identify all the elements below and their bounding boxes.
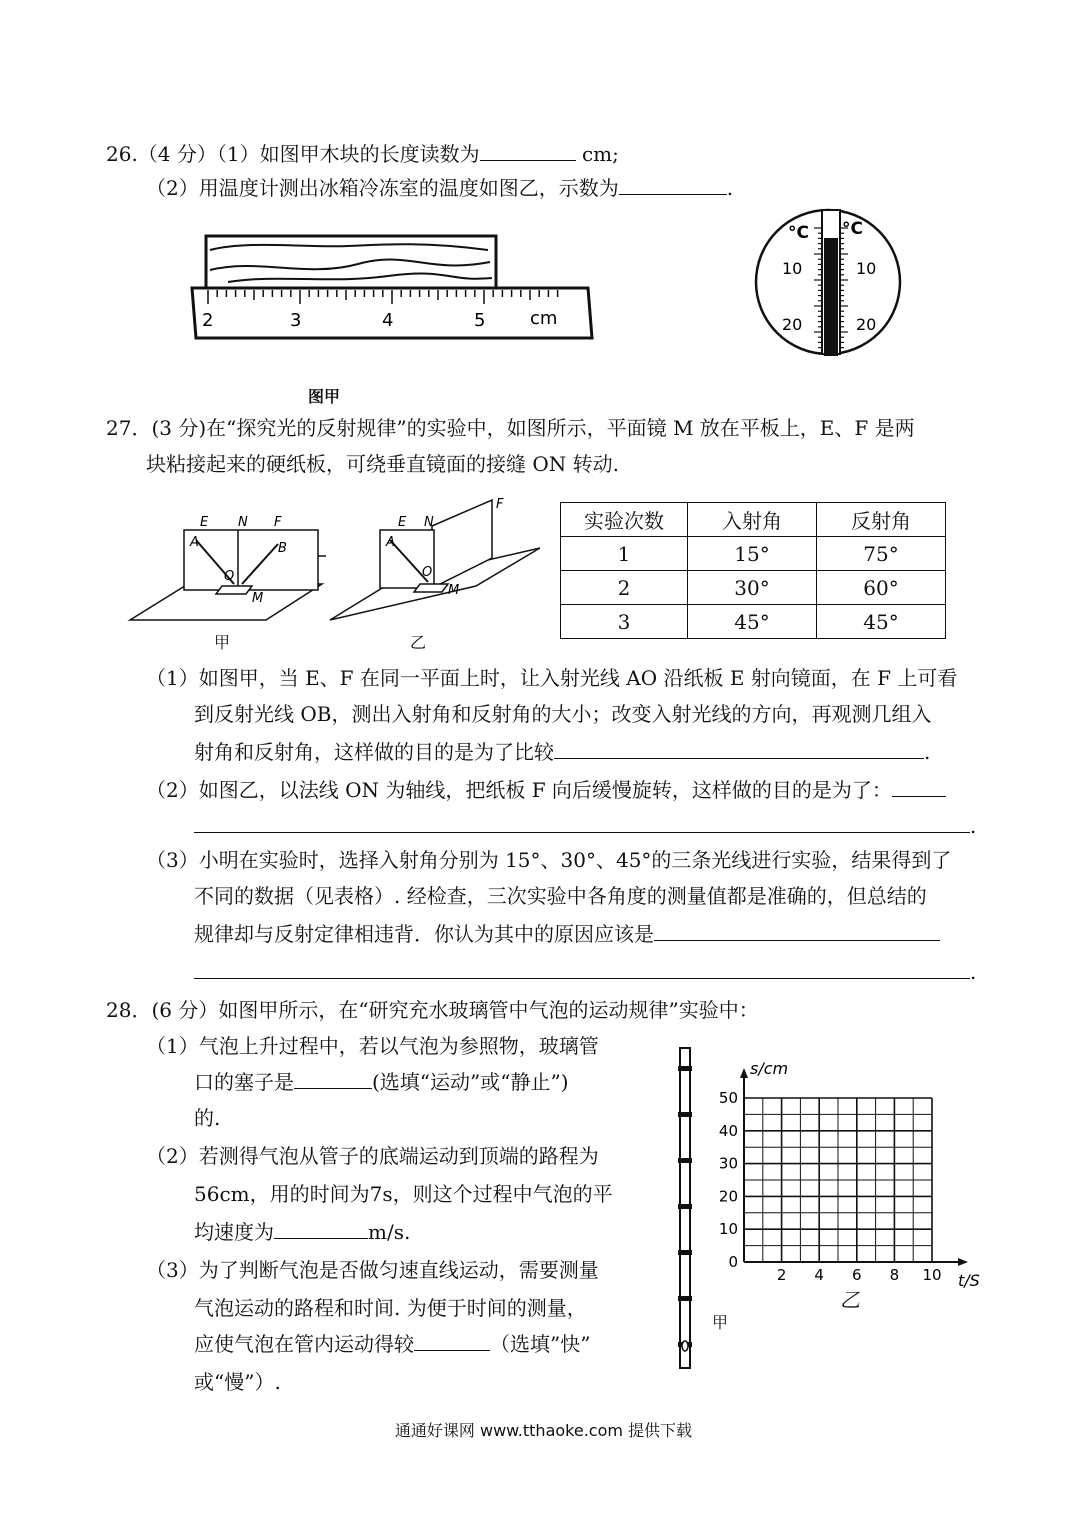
- q27-p1-l1: （1）如图甲，当 E、F 在同一平面上时，让入射光线 AO 沿纸板 E 射向镜面，在 F 上可看: [146, 666, 958, 690]
- cardboard-ef: [184, 530, 318, 590]
- q27-p3-l2: 不同的数据（见表格）. 经检查，三次实验中各角度的测量值都是准确的，但总结的: [194, 884, 927, 908]
- mirror-yi: [414, 584, 448, 592]
- tube-mark: [678, 1250, 692, 1255]
- q26-text2: （2）用温度计测出冰箱冷冻室的温度如图乙，示数为: [146, 176, 619, 200]
- air-bubble: [682, 1341, 688, 1351]
- q28-p3-l4: 或“慢”）.: [194, 1370, 281, 1394]
- q28-answer-blank3[interactable]: [414, 1330, 490, 1351]
- tube-mark: [678, 1066, 692, 1071]
- q27-p1-l2: 到反射光线 OB，测出入射角和反射角的大小；改变入射光线的方向，再观测几组入: [194, 702, 932, 726]
- q27-p3-l3: [194, 920, 940, 948]
- table-header: 实验次数: [561, 503, 688, 537]
- ruler-label-4: 4: [382, 310, 394, 331]
- x-tick-label: 4: [814, 1266, 824, 1284]
- tube-mark: [678, 1112, 692, 1117]
- label-n: N: [238, 515, 248, 530]
- q28-p3-l3-text: 应使气泡在管内运动得较: [194, 1332, 414, 1356]
- label-m-yi: M: [448, 583, 460, 598]
- ruler-label-2: 2: [202, 310, 214, 331]
- reflection-data-table: [560, 502, 946, 639]
- q27-p2-l1-text: （2）如图乙，以法线 ON 为轴线，把纸板 F 向后缓慢旋转，这样做的目的是为了：: [146, 778, 892, 802]
- x-axis-label: t/S: [958, 1271, 980, 1290]
- page-footer: 通通好课网 www.tthaoke.com 提供下载: [394, 1421, 693, 1440]
- label-o: O: [224, 569, 235, 584]
- ruler-caption: 图甲: [308, 387, 341, 406]
- tube-mark: [678, 1158, 692, 1163]
- chart-root: [719, 1068, 968, 1284]
- q28-answer-blank2[interactable]: [274, 1218, 368, 1239]
- q27-p1-l3-text: 射角和反射角，这样做的目的是为了比较: [194, 740, 554, 764]
- q27-p1-l3: [194, 738, 930, 766]
- table-cell: 1: [561, 537, 688, 571]
- s-t-graph: [714, 1056, 994, 1316]
- q27-p2-l1: [146, 776, 946, 804]
- mirror: [216, 586, 252, 594]
- q28-p2-l2: 56cm，用的时间为7s，则这个过程中气泡的平: [194, 1182, 613, 1206]
- q27-p3-l4: [194, 958, 976, 986]
- tube-mark: [678, 1204, 692, 1209]
- q27-intro2: 块粘接起来的硬纸板，可绕垂直镜面的接缝 ON 转动.: [146, 452, 619, 476]
- q28-p2-l1: （2）若测得气泡从管子的底端运动到顶端的路程为: [146, 1144, 599, 1168]
- ruler-unit: cm: [530, 308, 558, 329]
- label-a-yi: A: [386, 535, 395, 550]
- table-cell: 30°: [688, 571, 817, 605]
- glass-tube-figure: [672, 1046, 702, 1372]
- x-tick-label: 2: [776, 1266, 787, 1284]
- label-a: A: [190, 535, 199, 550]
- thermo-label-10-right: 10: [856, 259, 877, 278]
- y-axis-arrow: [740, 1068, 748, 1078]
- table-cell: 45°: [817, 605, 946, 639]
- q26-unit: cm;: [575, 142, 619, 166]
- q27-answer-blank2b[interactable]: [194, 812, 970, 833]
- label-b: B: [278, 541, 287, 556]
- x-tick-label: 10: [922, 1266, 942, 1284]
- thermo-label-20-left: 20: [782, 315, 803, 334]
- thermo-mercury: [824, 238, 838, 356]
- reflection-figure-jia: [126, 512, 326, 622]
- fig-yi-caption: 乙: [410, 633, 427, 652]
- x-tick-label: 6: [852, 1266, 862, 1284]
- table-row: [561, 537, 946, 571]
- q26-answer-blank1[interactable]: [480, 140, 576, 161]
- q28-intro: 28．(6 分）如图甲所示，在“研究充水玻璃管中气泡的运动规律”实验中：: [106, 998, 759, 1022]
- table-header-row: [561, 503, 946, 537]
- ruler-label-3: 3: [290, 310, 302, 331]
- q28-p3-l1: （3）为了判断气泡是否做匀速直线运动，需要测量: [146, 1258, 599, 1282]
- q28-p2-unit: m/s.: [368, 1220, 411, 1244]
- tube-mark: [678, 1296, 692, 1301]
- x-tick-label: 8: [889, 1266, 900, 1284]
- q27-p1-period: .: [924, 740, 931, 764]
- thermo-unit-left: °C: [788, 223, 809, 243]
- label-e: E: [200, 515, 209, 530]
- q27-answer-blank1[interactable]: [554, 738, 924, 759]
- q26-period: .: [726, 176, 734, 200]
- q26-line1: [106, 140, 619, 168]
- q27-intro1: 27．(3 分)在“探究光的反射规律”的实验中，如图所示，平面镜 M 放在平板上，E、F 是两: [106, 416, 915, 440]
- q26-line2: [146, 174, 733, 202]
- y-tick-label: 50: [718, 1089, 738, 1107]
- reflection-figure-yi: [326, 496, 546, 622]
- table-header: 入射角: [688, 503, 817, 537]
- y-axis-label: s/cm: [750, 1059, 789, 1078]
- table-cell: 45°: [688, 605, 817, 639]
- y-tick-label: 20: [718, 1187, 738, 1206]
- thermometer-figure: [752, 206, 904, 358]
- label-e-yi: E: [398, 515, 407, 530]
- y-tick-label: 40: [718, 1121, 738, 1140]
- q28-p1-l1: （1）气泡上升过程中，若以气泡为参照物，玻璃管: [146, 1034, 599, 1058]
- q28-answer-blank1[interactable]: [294, 1068, 372, 1089]
- fig-jia-caption: 甲: [214, 633, 231, 652]
- q27-p2-l2: [194, 812, 976, 840]
- q27-answer-blank2a[interactable]: [892, 776, 946, 797]
- thermo-unit-right: °C: [842, 219, 863, 239]
- thermo-label-10-left: 10: [782, 259, 803, 278]
- x-axis-arrow: [958, 1258, 968, 1266]
- label-m: M: [252, 591, 264, 606]
- q27-p3-l1: （3）小明在实验时，选择入射角分别为 15°、30°、45°的三条光线进行实验，结果得到了: [146, 848, 952, 872]
- q27-p3-l3-text: 规律却与反射定律相违背．你认为其中的原因应该是: [194, 922, 654, 946]
- table-cell: 2: [561, 571, 688, 605]
- label-o-yi: O: [422, 565, 433, 580]
- thermo-label-20-right: 20: [856, 315, 877, 334]
- table-cell: 75°: [817, 537, 946, 571]
- table-cell: 15°: [688, 537, 817, 571]
- y-tick-label: 0: [728, 1253, 738, 1271]
- q28-p1-l3: 的.: [194, 1106, 221, 1130]
- graph-caption: 乙: [840, 1288, 860, 1312]
- ruler-figure: [188, 228, 598, 348]
- q28-p2-l3: [194, 1218, 410, 1246]
- label-f: F: [274, 515, 282, 530]
- label-n-yi: N: [424, 515, 434, 530]
- label-f-yi: F: [496, 497, 504, 512]
- q27-p3-period: .: [970, 960, 977, 984]
- table-row: [561, 571, 946, 605]
- table-header: 反射角: [817, 503, 946, 537]
- y-tick-label: 10: [718, 1220, 738, 1239]
- q28-p3-l3: [194, 1330, 590, 1358]
- q28-p2-l3-text: 均速度为: [194, 1220, 274, 1244]
- q26-text1: 26.（4 分）（1）如图甲木块的长度读数为: [106, 142, 480, 166]
- y-tick-label: 30: [718, 1154, 738, 1173]
- q27-p2-period: .: [970, 814, 977, 838]
- tube-caption: 甲: [712, 1313, 729, 1332]
- table-cell: 3: [561, 605, 688, 639]
- q27-answer-blank3a[interactable]: [654, 920, 940, 941]
- ruler-label-5: 5: [474, 310, 486, 331]
- table-row: [561, 605, 946, 639]
- table-cell: 60°: [817, 571, 946, 605]
- q28-p1-l2-text: 口的塞子是: [194, 1070, 294, 1094]
- q27-answer-blank3b[interactable]: [194, 958, 970, 979]
- q28-p3-l2: 气泡运动的路程和时间. 为便于时间的测量，: [194, 1296, 587, 1320]
- q28-p1-l2-choice: (选填“运动”或“静止”): [372, 1070, 569, 1094]
- q28-p1-l2: [194, 1068, 569, 1096]
- q28-p3-choice: （选填”快”: [490, 1332, 591, 1356]
- q26-answer-blank2[interactable]: [619, 174, 727, 195]
